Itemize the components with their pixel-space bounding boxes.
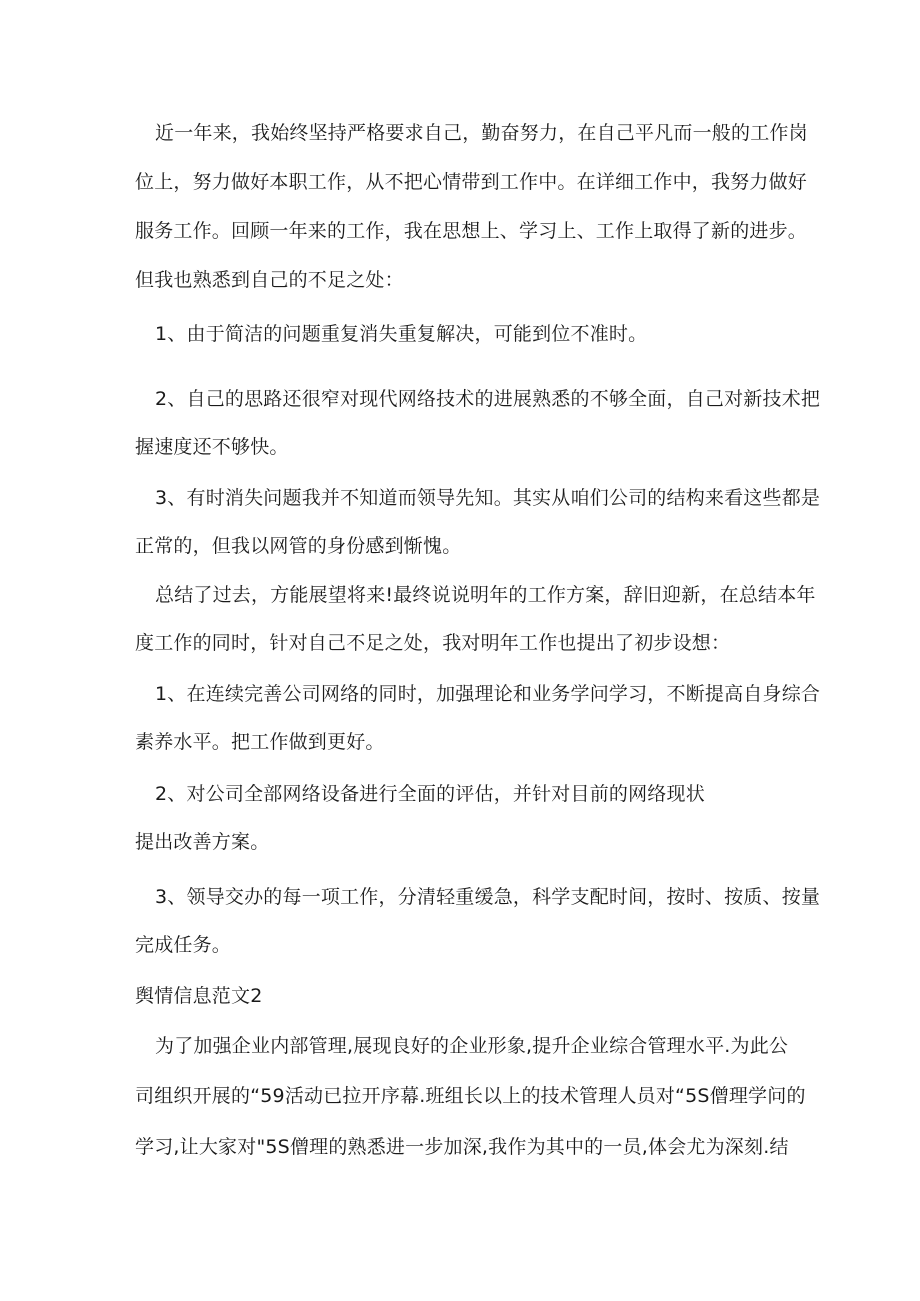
plan-item-1-line-1: 1、在连续完善公司网络的同时，加强理论和业务学问学习，不断提高自身综合 (155, 683, 821, 705)
plan-item-2-line-1: 2、对公司全部网络设备进行全面的评估，并针对目前的网络现状 (155, 783, 705, 805)
paragraph-3-line-3: 学习,让大家对"5S僧理的熟悉进一步加深,我作为其中的一员,体会尤为深刻.结 (135, 1136, 789, 1158)
section-heading: 舆情信息范文2 (135, 985, 263, 1007)
list-item-2-line-1: 2、自己的思路还很窄对现代网络技术的进展熟悉的不够全面，自己对新技术把 (155, 388, 821, 410)
list-item-3-line-1: 3、有时消失问题我并不知道而领导先知。其实从咱们公司的结构来看这些都是 (155, 487, 821, 509)
paragraph-1-line-1: 近一年来，我始终坚持严格要求自己，勤奋努力，在自己平凡而一般的工作岗 (155, 122, 808, 144)
plan-item-2-line-2: 提出改善方案。 (135, 831, 270, 853)
paragraph-3-line-1: 为了加强企业内部管理,展现良好的企业形象,提升企业综合管理水平.为此公 (155, 1035, 789, 1057)
paragraph-2-line-1: 总结了过去，方能展望将来!最终说说明年的工作方案，辞旧迎新，在总结本年 (155, 584, 816, 606)
plan-item-1-line-2: 素养水平。把工作做到更好。 (135, 731, 385, 753)
list-item-3-line-2: 正常的，但我以网管的身份感到惭愧。 (135, 535, 462, 557)
paragraph-2-line-2: 度工作的同时，针对自己不足之处，我对明年工作也提出了初步设想： (135, 632, 731, 654)
paragraph-1-line-2: 位上，努力做好本职工作，从不把心情带到工作中。在详细工作中，我努力做好 (135, 171, 808, 193)
list-item-1: 1、由于简洁的问题重复消失重复解决，可能到位不准时。 (155, 323, 648, 345)
plan-item-3-line-1: 3、领导交办的每一项工作，分清轻重缓急，科学支配时间，按时、按质、按量 (155, 886, 821, 908)
list-item-2-line-2: 握速度还不够快。 (135, 436, 289, 458)
paragraph-3-line-2: 司组织开展的“59活动已拉开序幕.班组长以上的技术管理人员对“5S僧理学问的 (135, 1085, 806, 1107)
plan-item-3-line-2: 完成任务。 (135, 934, 232, 956)
paragraph-1-line-3: 服务工作。回顾一年来的工作，我在思想上、学习上、工作上取得了新的进步。 (135, 220, 808, 242)
paragraph-1-line-4: 但我也熟悉到自己的不足之处： (135, 269, 404, 291)
